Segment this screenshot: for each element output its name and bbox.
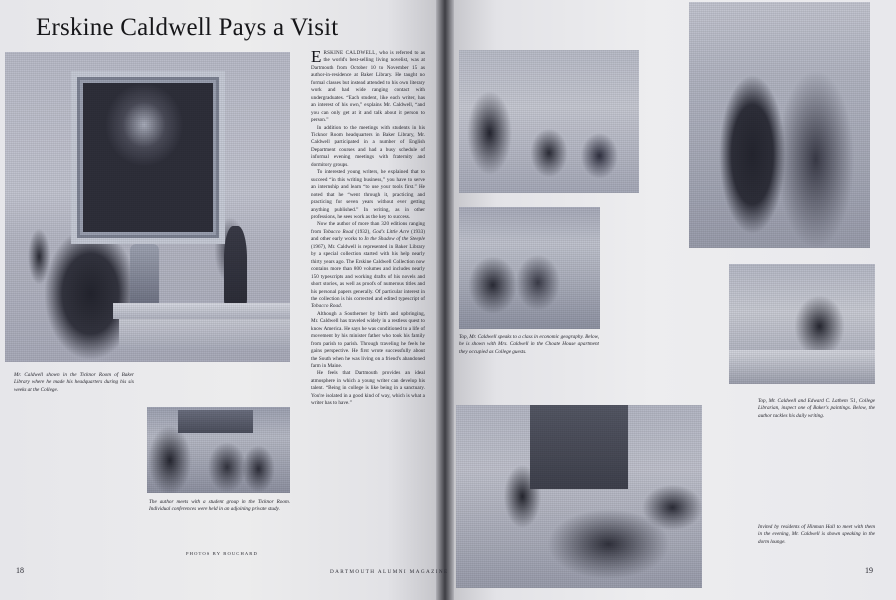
photo-caldwell-ticknor-room (5, 52, 290, 362)
caption-librarian: Top, Mr. Caldwell and Edward C. Lathem '51, College Librarian, inspect one of Baker's paintings. Below, the author tackles his daily writing. (758, 398, 875, 419)
photo-credit: PHOTOS BY BOUCHARD (186, 551, 258, 556)
photo-author-writing (729, 264, 875, 384)
photo-with-college-librarian (689, 2, 870, 248)
running-head: DARTMOUTH ALUMNI MAGAZINE (330, 569, 449, 575)
photo-student-group (147, 407, 290, 493)
caption-student-group: The author meets with a student group in the Ticknor Room. Individual conferences were held in an adjoining private study. (149, 499, 290, 513)
body-paragraph-6: He feels that Dartmouth provides an ideal atmosphere in which a young writer can develop his talent. “Being in college is like being in a sanctuary. You're isolated in a good kind of way, which is what a writer has to have.” (311, 370, 425, 407)
caption-ticknor-room: Mr. Caldwell shown in the Ticknor Room of Baker Library where he made his headquarters during his six weeks at the College. (14, 372, 134, 393)
body-paragraph-1: ERSKINE CALDWELL, who is referred to as the world's best-selling living novelist, was at Dartmouth from October 10 to November 15 as author-in-residence at Baker Library. He taught no formal classes but instead attended to his own literary work and had wide ranging contact with undergraduates. “Each student, like each writer, has an interest of his own,” explains Mr. Caldwell, “and you can only get at it and talk about it person to person.” (311, 47, 425, 124)
caption-economic-geography: Top, Mr. Caldwell speaks to a class in economic geography. Below, he is shown with Mrs. Caldwell in the Choate House apartment they occupied as College guests. (459, 334, 599, 355)
body-paragraph-3: To interested young writers, he explained that to succeed “in this writing business,” you have to serve an internship and learn “to use your tools first.” He noted that he “went through it, practicing and practicing for seven years without ever getting anything published.” In writing, as in other professions, he sees work as the key to success. (311, 169, 425, 220)
page-title: Erskine Caldwell Pays a Visit (36, 14, 339, 41)
photo-choate-house-apartment (459, 207, 600, 329)
body-paragraph-5: Although a Southerner by birth and upbringing, Mr. Caldwell has traveled widely in a restless quest to know America. He says he was conditioned to a life of movement by his minister father who took his family from parish to parish. Through traveling he feels he gains perspective. He first wrote successfully about the South when he was living on a friend's abandoned farm in Maine. (311, 310, 425, 370)
drop-cap: E (311, 47, 322, 66)
body-paragraph-4: Now the author of more than 320 editions ranging from Tobacco Road (1932), God's Little Acre (1933) and other early works to In the Shadow of the Steeple (1967), Mr. Caldwell is represented in Baker Library by a special collection started with his help nearly thirty years ago. The Erskine Caldwell Collection now contains more than 800 volumes and includes nearly 150 typescripts and working drafts of his novels and short stories, as well as proofs of numerous titles and his personal papers generally. Of particular interest in the collection is his corrected and edited typescript of Tobacco Road. (311, 221, 425, 310)
caption-hinman-hall: Invited by residents of Hinman Hall to meet with them in the evening, Mr. Caldwell is shown speaking in the dorm lounge. (758, 524, 875, 545)
page-gutter (436, 0, 454, 600)
opening-small-caps: RSKINE CALDWELL (323, 50, 376, 56)
photo-hinman-hall-lounge (456, 405, 702, 588)
article-body (311, 47, 425, 408)
photo-economic-geography-class (459, 50, 639, 193)
folio-right: 19 (865, 566, 873, 575)
body-paragraph-2: In addition to the meetings with students in his Ticknor Room headquarters in Baker Library, Mr. Caldwell participated in a number of English Department courses and had a busy schedule of informal evening meetings with fraternity and dormitory groups. (311, 124, 425, 168)
folio-left: 18 (16, 566, 24, 575)
